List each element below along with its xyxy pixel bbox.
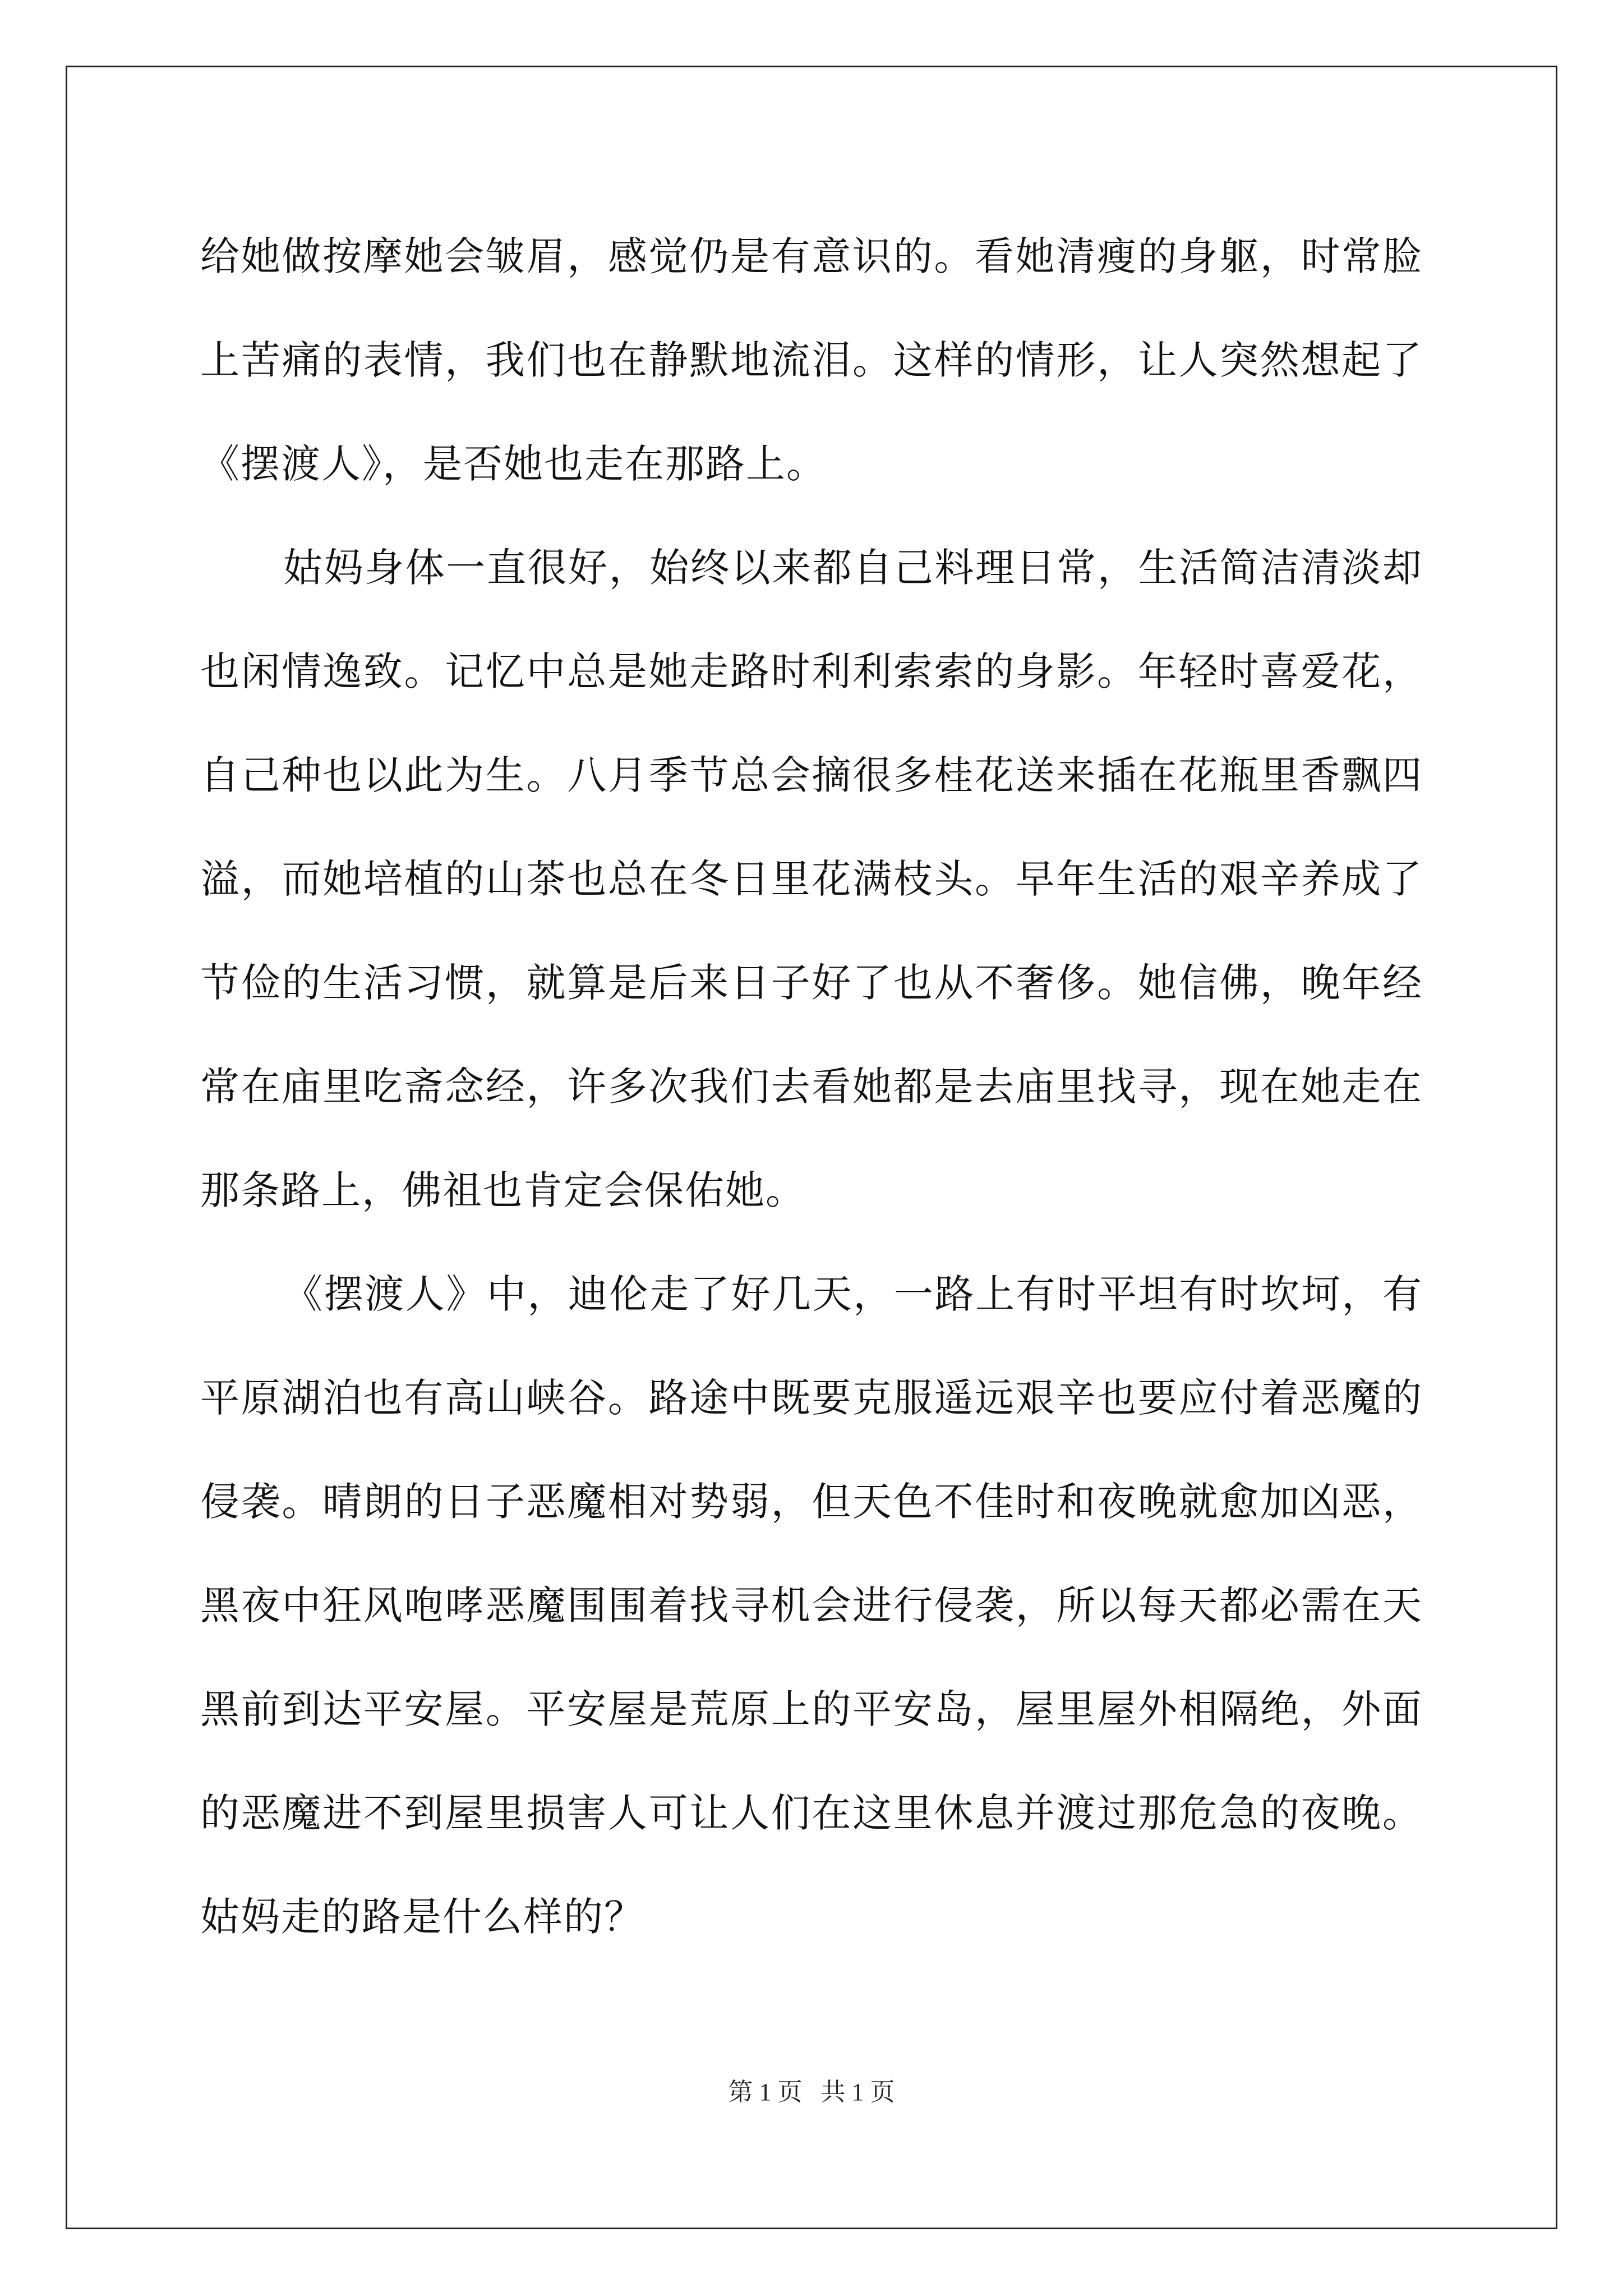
document-body — [200, 205, 1423, 1969]
paragraph-2: 姑妈身体一直很好，始终以来都自己料理日常，生活简洁清淡却也闲情逸致。记忆中总是她走路时利利索索的身影。年轻时喜爱花，自己种也以此为生。八月季节总会摘很多桂花送来插在花瓶里香飘四溢，而她培植的山茶也总在冬日里花满枝头。早年生活的艰辛养成了节俭的生活习惯，就算是后来日子好了也从不奢侈。她信佛，晚年经常在庙里吃斋念经，许多次我们去看她都是去庙里找寻，现在她走在那条路上，佛祖也肯定会保佑她。 — [200, 545, 1423, 1213]
paragraph-1: 给她做按摩她会皱眉，感觉仍是有意识的。看她清瘦的身躯，时常脸上苦痛的表情，我们也在静默地流泪。这样的情形，让人突然想起了《摆渡人》，是否她也走在那路上。 — [200, 233, 1423, 487]
paragraph-3: 《摆渡人》中，迪伦走了好几天，一路上有时平坦有时坎坷，有平原湖泊也有高山峡谷。路途中既要克服遥远艰辛也要应付着恶魔的侵袭。晴朗的日子恶魔相对势弱，但天色不佳时和夜晚就愈加凶恶，黑夜中狂风咆哮恶魔围围着找寻机会进行侵袭，所以每天都必需在天黑前到达平安屋。平安屋是荒原上的平安岛，屋里屋外相隔绝，外面的恶魔进不到屋里损害人可让人们在这里休息并渡过那危急的夜晚。姑妈走的路是什么样的？ — [200, 1271, 1423, 1940]
page-number-footer: 第 1 页 共 1 页 — [728, 2078, 895, 2106]
